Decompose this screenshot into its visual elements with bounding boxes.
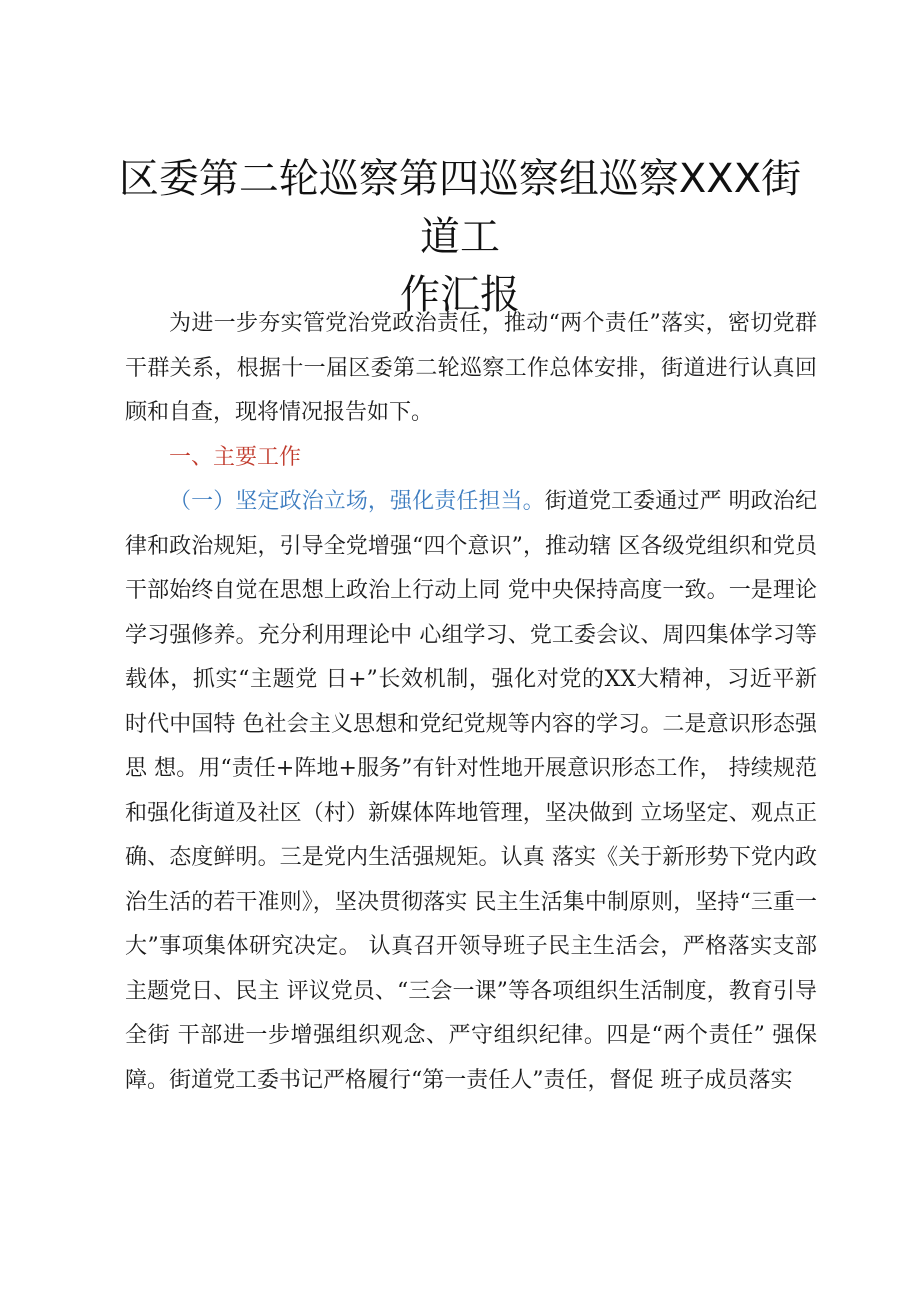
document-title <box>100 150 820 324</box>
subsection-1-heading: （一）坚定政治立场，强化责任担当。 <box>169 489 545 514</box>
subsection-1-paragraph <box>125 480 817 1103</box>
title-line-2: 作汇报 <box>400 272 520 318</box>
section-heading-main-work: 一、主要工作 <box>169 444 302 470</box>
intro-paragraph: 为进一步夯实管党治党政治责任，推动“两个责任”落实，密切党群干群关系，根据十一届区委第二轮巡察工作总体安排，街道进行认真回顾和自查，现将情况报告如下。 <box>125 311 817 425</box>
document-body <box>125 302 817 1103</box>
subsection-1-body: 街道党工委通过严 明政治纪律和政治规矩，引导全党增强“四个意识”，推动辖 区各级党组织和党员干部始终自觉在思想上政治上行动上同 党中央保持高度一致。一是理论学习强修养。充分利用理论中 心组学习、党工委会议、周四集体学习等载体，抓实“主题党 日+”长效机制，强化对党的XX大精神，习近平新时代中国特 色社会主义思想和党纪党规等内容的学习。二是意识形态强思 想。用“责任+阵地+服务”有针对性地开展意识形态工作， 持续规范和强化街道及社区（村）新媒体阵地管理，坚决做到 立场坚定、观点正确、态度鲜明。三是党内生活强规矩。认真 落实《关于新形势下党内政治生活的若干准则》，坚决贯彻落实 民主生活集中制原则，坚持“三重一大”事项集体研究决定。 认真召开领导班子民主生活会，严格落实支部主题党日、民主 评议党员、“三会一课”等各项组织生活制度，教育引导全街 干部进一步增强组织观念、严守组织纪律。四是“两个责任” 强保障。街道党工委书记严格履行“第一责任人”责任，督促 班子成员落实 <box>125 489 817 1093</box>
title-line-1: 区委第二轮巡察第四巡察组巡察XXX街道工 <box>118 156 802 260</box>
